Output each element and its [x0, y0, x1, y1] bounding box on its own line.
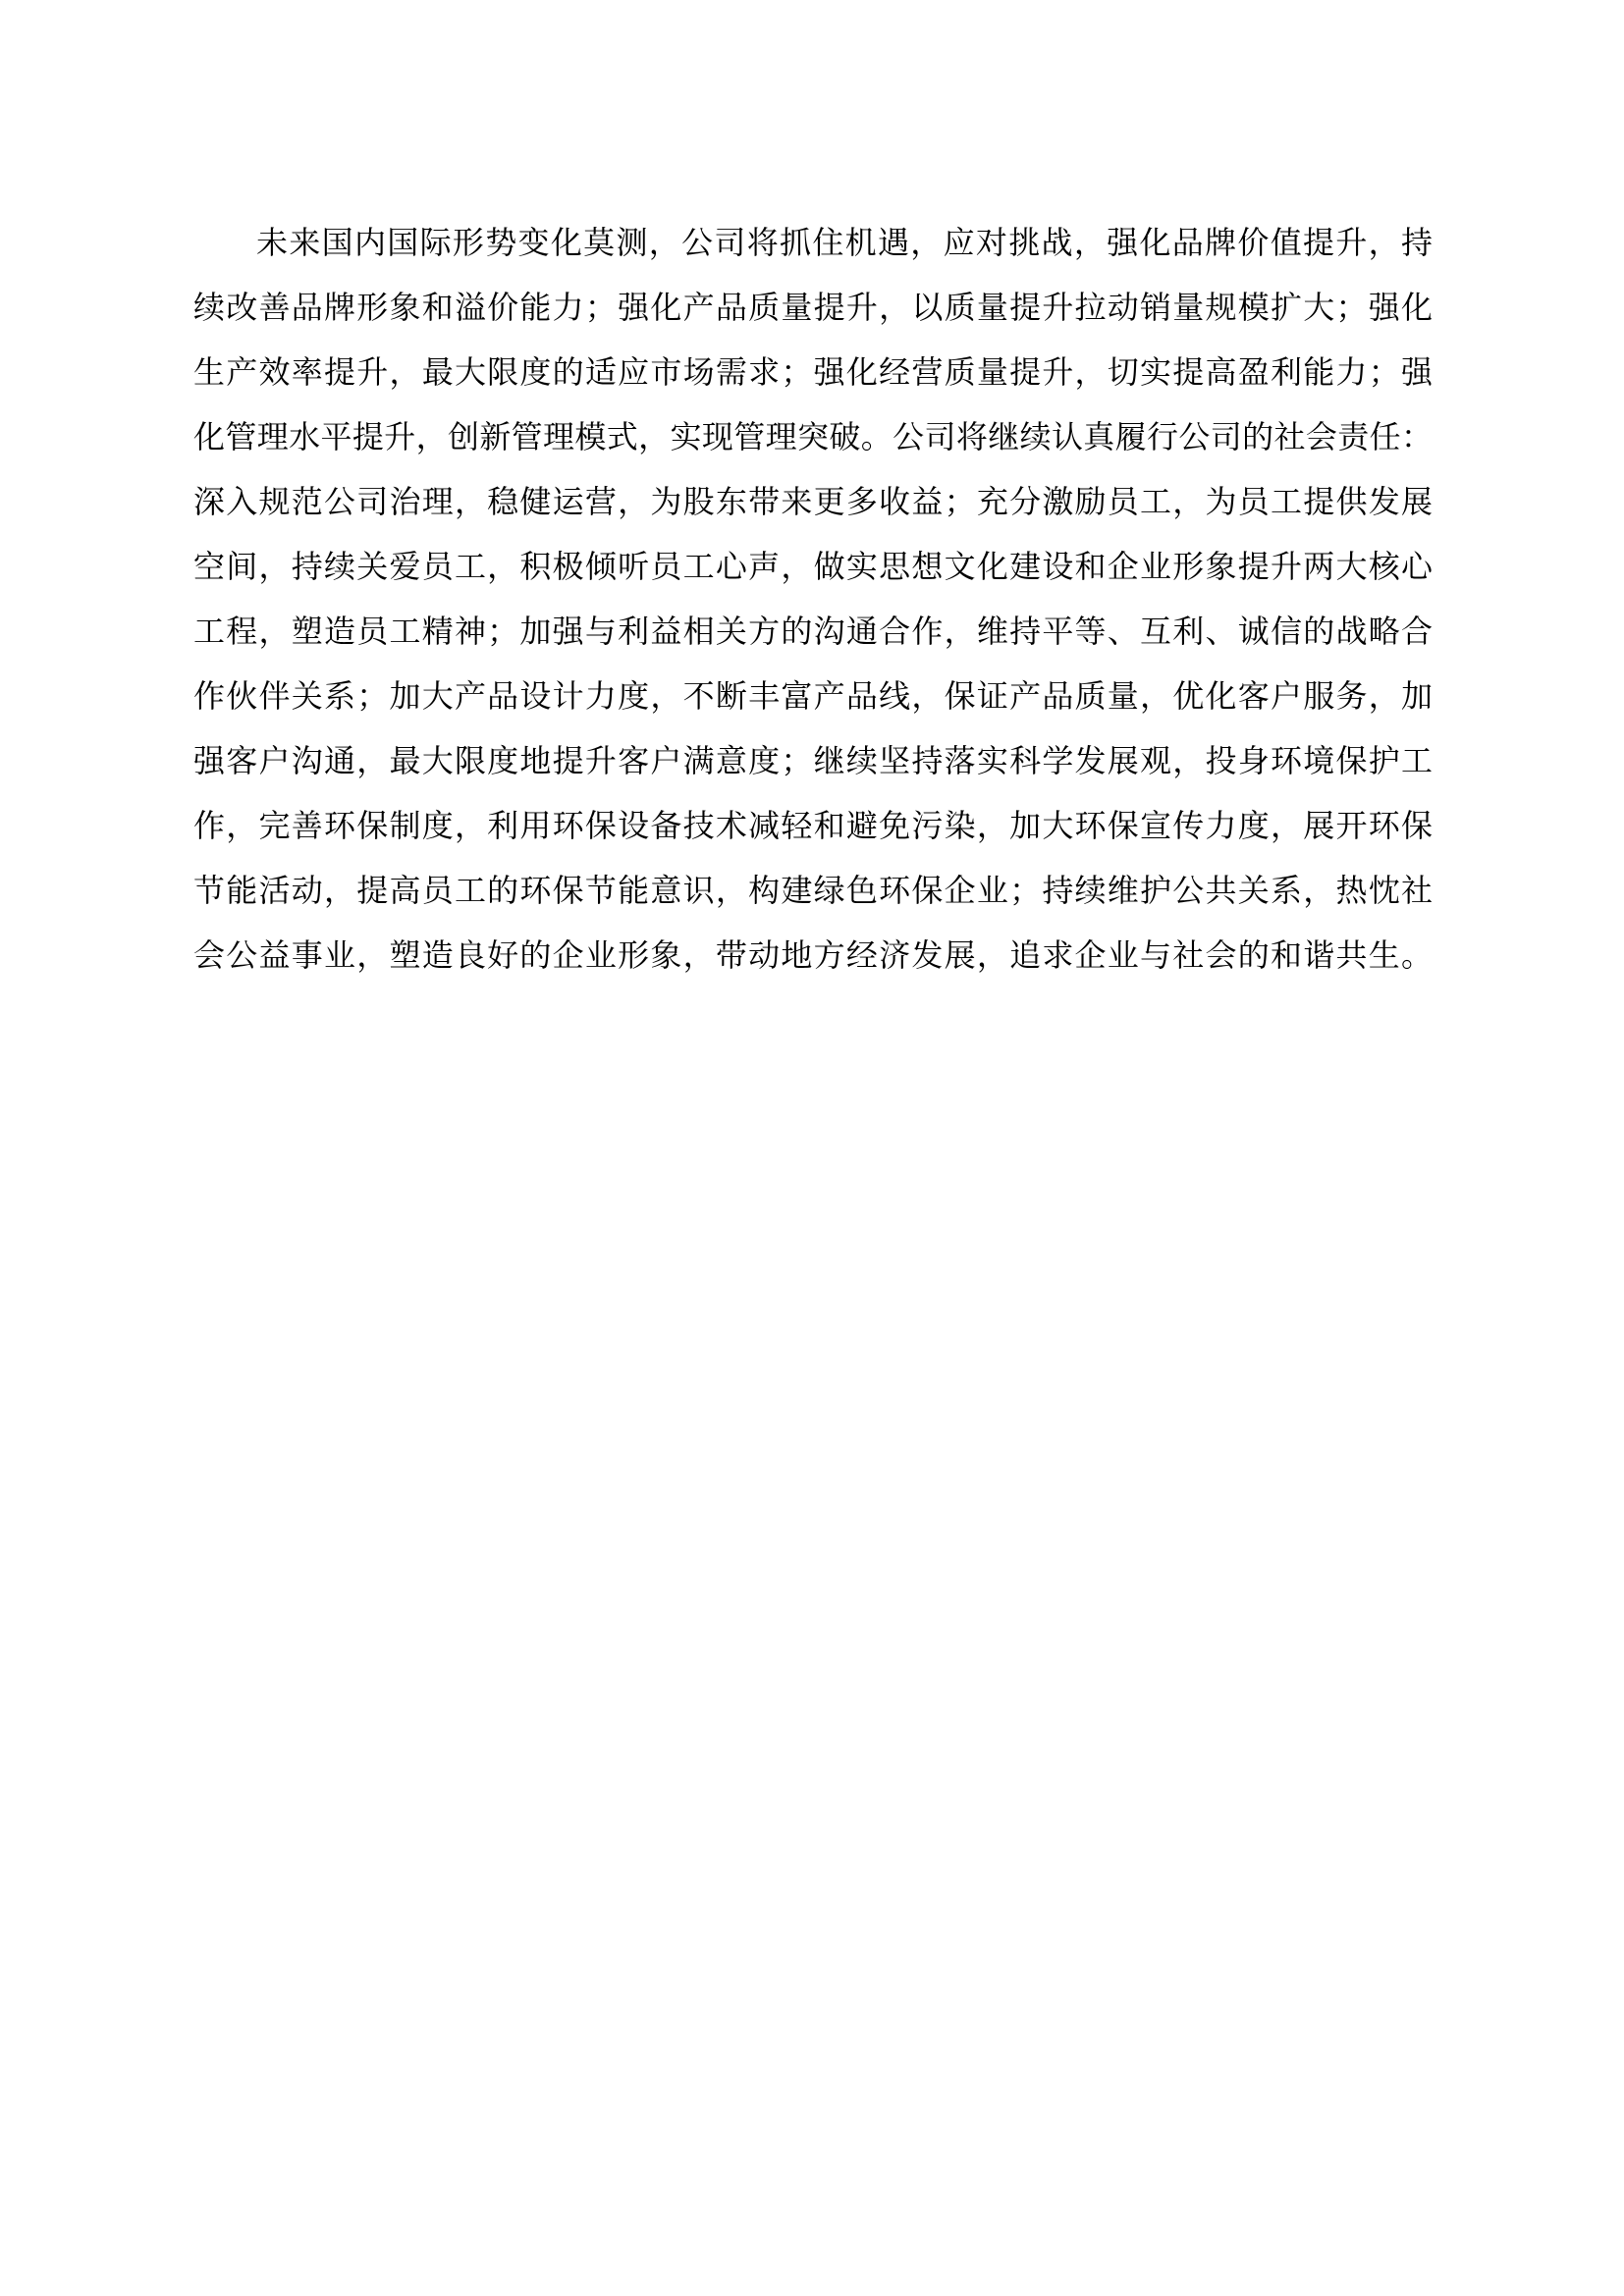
paragraph-line-6: 空间，持续关爱员工，积极倾听员工心声，做实思想文化建设和企业形象提升两大核心 [193, 549, 1433, 584]
paragraph-line-1: 未来国内国际形势变化莫测，公司将抓住机遇，应对挑战，强化品牌价值提升，持 [256, 225, 1433, 260]
paragraph-line-4: 化管理水平提升，创新管理模式，实现管理突破。公司将继续认真履行公司的社会责任： [193, 419, 1433, 454]
paragraph-line-10: 作，完善环保制度，利用环保设备技术减轻和避免污染，加大环保宣传力度，展开环保 [193, 808, 1433, 843]
paragraph-line-9: 强客户沟通，最大限度地提升客户满意度；继续坚持落实科学发展观，投身环境保护工 [193, 743, 1433, 778]
paragraph-line-5: 深入规范公司治理，稳健运营，为股东带来更多收益；充分激励员工，为员工提供发展 [193, 484, 1433, 519]
body-paragraph [193, 210, 1433, 988]
paragraph-line-12: 会公益事业，塑造良好的企业形象，带动地方经济发展，追求企业与社会的和谐共生。 [193, 937, 1433, 973]
paragraph-line-2: 续改善品牌形象和溢价能力；强化产品质量提升，以质量提升拉动销量规模扩大；强化 [193, 290, 1433, 325]
paragraph-line-11: 节能活动，提高员工的环保节能意识，构建绿色环保企业；持续维护公共关系，热忱社 [193, 873, 1433, 908]
paragraph-line-3: 生产效率提升，最大限度的适应市场需求；强化经营质量提升，切实提高盈利能力；强 [193, 354, 1433, 390]
paragraph-line-7: 工程，塑造员工精神；加强与利益相关方的沟通合作，维持平等、互利、诚信的战略合 [193, 614, 1433, 649]
paragraph-line-8: 作伙伴关系；加大产品设计力度，不断丰富产品线，保证产品质量，优化客户服务，加 [193, 678, 1433, 714]
